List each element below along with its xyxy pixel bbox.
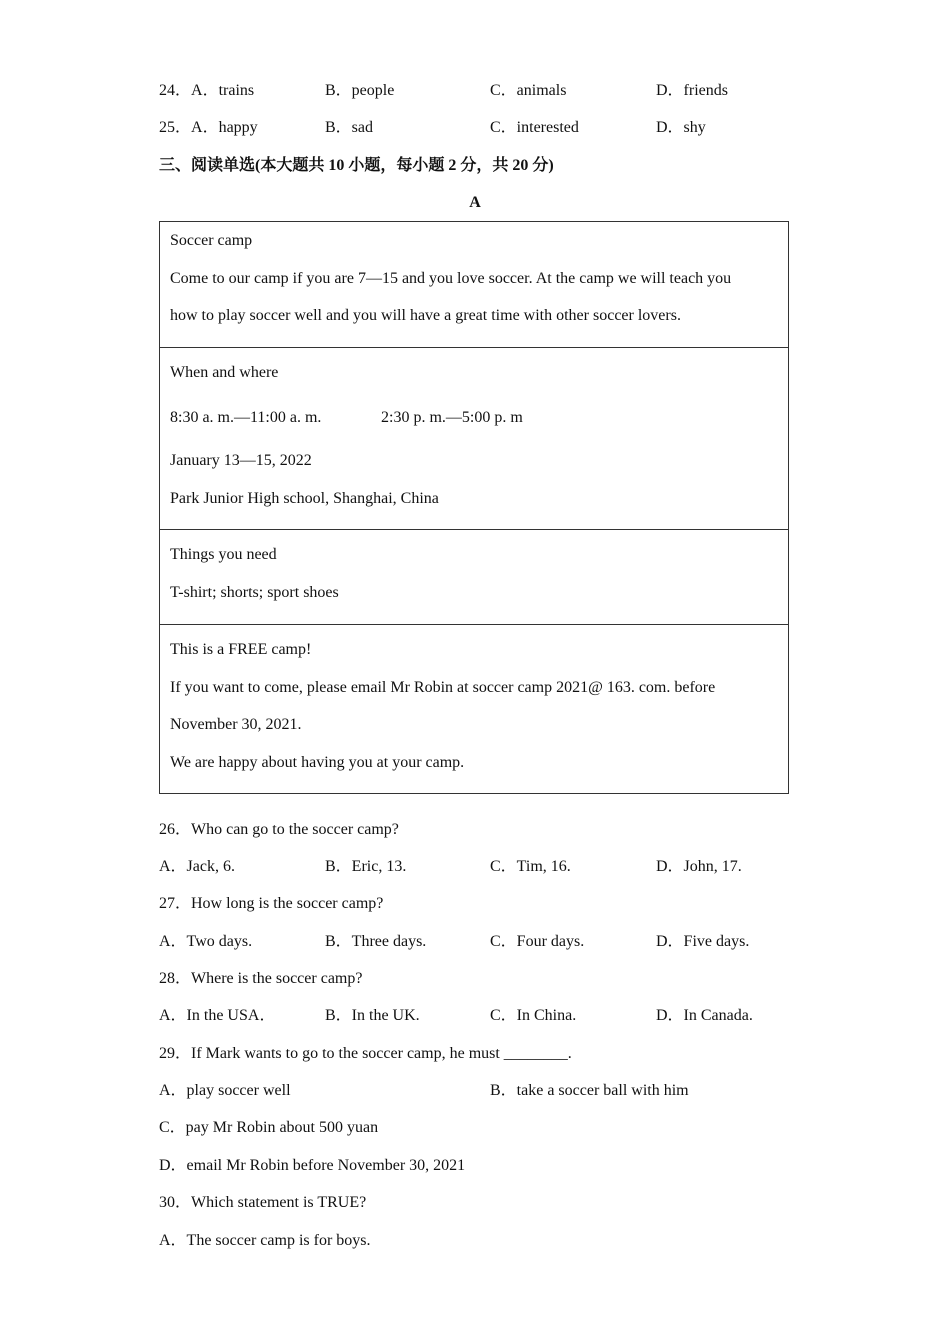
section-heading: 三、阅读单选(本大题共 10 小题，每小题 2 分，共 20 分) — [159, 157, 554, 174]
free-line-1: If you want to come, please email Mr Robin at soccer camp 2021@ 163. com. before — [170, 678, 716, 696]
notice-cell-things — [160, 536, 788, 625]
notice-cell-free — [160, 631, 788, 793]
q29-option-d: D．email Mr Robin before November 30, 2021 — [159, 1157, 466, 1174]
q25-option-a: 25．A．happy — [159, 119, 258, 136]
q25-option-c: C．interested — [490, 119, 579, 136]
camp-line-1: Come to our camp if you are 7—15 and you love soccer. At the camp we will teach you — [170, 269, 732, 287]
q26-option-b: B．Eric, 13. — [325, 858, 407, 875]
q24-option-c: C．animals — [490, 82, 567, 99]
q29-option-b: B．take a soccer ball with him — [490, 1082, 689, 1099]
q27-option-c: C．Four days. — [490, 933, 585, 950]
when-where-title: When and where — [170, 364, 279, 381]
question-27-stem: 27．How long is the soccer camp? — [159, 895, 384, 912]
camp-title: Soccer camp — [170, 232, 253, 249]
passage-label: A — [469, 194, 481, 211]
free-line-3: We are happy about having you at your camp. — [170, 753, 465, 771]
q30-option-a: A．The soccer camp is for boys. — [159, 1232, 371, 1249]
notice-cell-camp — [160, 222, 788, 348]
q26-option-c: C．Tim, 16. — [490, 858, 571, 875]
q28-option-b: B．In the UK. — [325, 1007, 420, 1024]
camp-line-2: how to play soccer well and you will have a great time with other soccer lovers. — [170, 307, 681, 324]
notice-cell-when-where — [160, 354, 788, 530]
camp-place: Park Junior High school, Shanghai, China — [170, 489, 439, 507]
q24-option-d: D．friends — [656, 82, 728, 99]
q28-option-d: D．In Canada. — [656, 1007, 753, 1024]
camp-times — [170, 399, 778, 437]
q27-option-d: D．Five days. — [656, 933, 750, 950]
soccer-camp-notice — [159, 221, 789, 794]
question-26-stem: 26．Who can go to the soccer camp? — [159, 821, 399, 838]
q24-option-b: B．people — [325, 82, 395, 99]
q27-option-a: A．Two days. — [159, 933, 253, 950]
q26-option-a: A．Jack, 6. — [159, 858, 235, 875]
time-morning: 8:30 a. m.—11:00 a. m. — [170, 408, 322, 426]
question-30-stem: 30．Which statement is TRUE? — [159, 1194, 367, 1211]
question-28-stem: 28．Where is the soccer camp? — [159, 970, 363, 987]
camp-dates: January 13—15, 2022 — [170, 452, 312, 469]
q29-option-a: A．play soccer well — [159, 1082, 291, 1099]
question-29-stem: 29．If Mark wants to go to the soccer camp, he must ________. — [159, 1045, 572, 1062]
q24-option-a: 24．A．trains — [159, 82, 255, 99]
free-line-2: November 30, 2021. — [170, 716, 302, 733]
q26-option-d: D．John, 17. — [656, 858, 742, 875]
time-afternoon: 2:30 p. m.—5:00 p. m — [381, 408, 523, 426]
q28-option-a: A．In the USA． — [159, 1007, 276, 1024]
q28-option-c: C．In China. — [490, 1007, 577, 1024]
things-items: T-shirt; shorts; sport shoes — [170, 583, 339, 601]
q29-option-c: C．pay Mr Robin about 500 yuan — [159, 1119, 379, 1136]
free-title: This is a FREE camp! — [170, 641, 312, 658]
q27-option-b: B．Three days. — [325, 933, 427, 950]
q25-option-d: D．shy — [656, 119, 706, 136]
q25-option-b: B．sad — [325, 119, 374, 136]
things-title: Things you need — [170, 546, 277, 563]
